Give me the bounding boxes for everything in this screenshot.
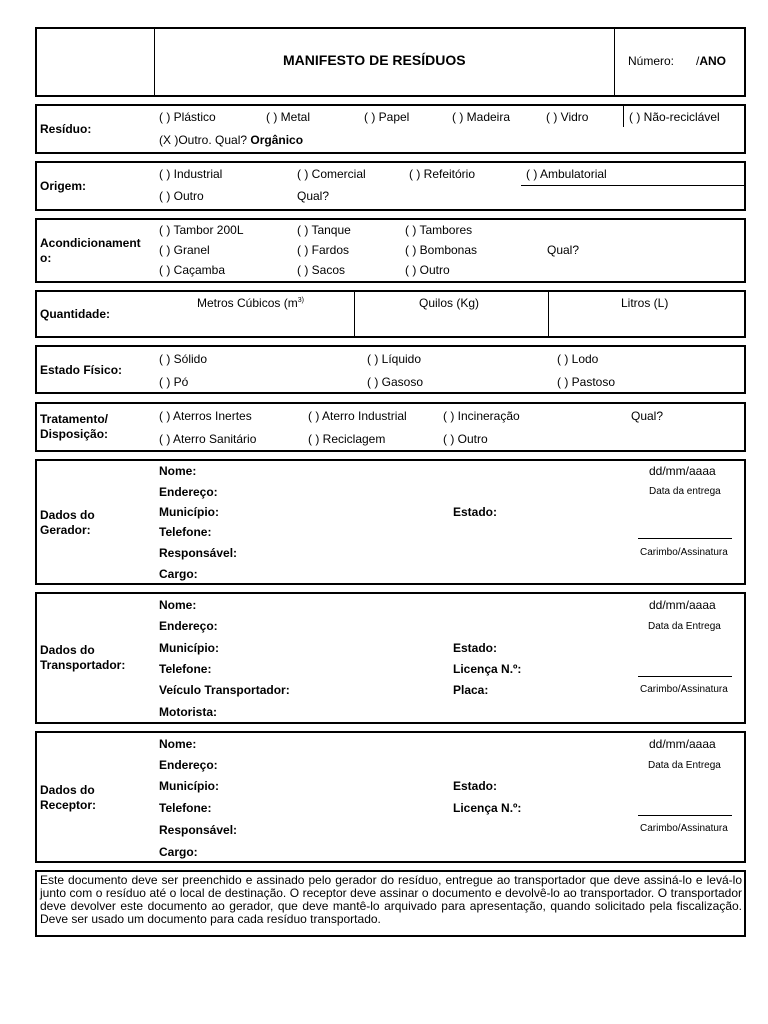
origem-label: Origem: [40, 179, 87, 193]
acond-option-bombonas[interactable]: ( ) Bombonas [405, 243, 478, 257]
gerador-field-municipio[interactable]: Município: [159, 505, 219, 519]
transportador-carimbo: Carimbo/Assinatura [640, 684, 728, 695]
receptor-field-telefone[interactable]: Telefone: [159, 801, 212, 815]
numero-label: Número: [628, 54, 675, 68]
residuo-divider [623, 105, 624, 127]
receptor-date[interactable]: dd/mm/aaaa [649, 737, 716, 751]
receptor-field-cargo[interactable]: Cargo: [159, 845, 198, 859]
receptor-label: Dados do Receptor: [40, 783, 97, 812]
residuo-option-metal[interactable]: ( ) Metal [266, 110, 311, 124]
residuo-label: Resíduo: [40, 122, 92, 136]
tratamento-label: Tratamento/ Disposição: [40, 412, 109, 441]
gerador-carimbo: Carimbo/Assinatura [640, 547, 728, 558]
transportador-data-entrega: Data da Entrega [648, 621, 721, 632]
gerador-field-telefone[interactable]: Telefone: [159, 525, 212, 539]
acond-option-cacamba[interactable]: ( ) Caçamba [159, 263, 226, 277]
gerador-box [35, 459, 746, 585]
gerador-field-cargo[interactable]: Cargo: [159, 567, 198, 581]
tratamento-option-outro[interactable]: ( ) Outro [443, 432, 488, 446]
transportador-field-endereco[interactable]: Endereço: [159, 619, 218, 633]
transportador-label: Dados do Transportador: [40, 643, 126, 672]
tratamento-option-aterro-industrial[interactable]: ( ) Aterro Industrial [308, 409, 407, 423]
gerador-field-responsavel[interactable]: Responsável: [159, 546, 238, 560]
quantidade-divider-2 [548, 291, 549, 337]
residuo-outro-value: Orgânico [250, 133, 304, 147]
estado-option-solido[interactable]: ( ) Sólido [159, 352, 208, 366]
origem-option-refeitorio[interactable]: ( ) Refeitório [409, 167, 476, 181]
tratamento-qual[interactable]: Qual? [631, 409, 664, 423]
transportador-box [35, 592, 746, 724]
origem-option-outro[interactable]: ( ) Outro [159, 189, 204, 203]
origem-option-industrial[interactable]: ( ) Industrial [159, 167, 223, 181]
receptor-field-endereco[interactable]: Endereço: [159, 758, 218, 772]
quantidade-quilos[interactable]: Quilos (Kg) [419, 296, 480, 310]
ano-label: ANO [699, 54, 727, 68]
tratamento-option-aterros-inertes[interactable]: ( ) Aterros Inertes [159, 409, 252, 423]
receptor-signature-line [638, 815, 732, 816]
acondicionamento-label: Acondicionament o: [40, 236, 141, 265]
acond-option-granel[interactable]: ( ) Granel [159, 243, 210, 257]
footer-text: Este documento deve ser preenchido e assinado pelo gerador do resíduo, entregue ao transportador que deve assiná-lo e levá-lo junto com o resíduo até o local de destinação. O receptor deve assinar o documento e devolvê-lo ao transportador. O transportador deve devolver este documento ao gerador, que deve mantê-lo arquivado para apresentação, quando solicitado pela fiscalização. Deve ser usado um documento para cada resíduo transportado. [40, 873, 742, 926]
residuo-option-vidro[interactable]: ( ) Vidro [546, 110, 589, 124]
estado-option-po[interactable]: ( ) Pó [159, 375, 189, 389]
acond-option-tanque[interactable]: ( ) Tanque [297, 223, 351, 237]
gerador-field-nome[interactable]: Nome: [159, 464, 197, 478]
quantidade-label: Quantidade: [40, 307, 111, 321]
gerador-data-entrega: Data da entrega [649, 486, 721, 497]
estado-option-liquido[interactable]: ( ) Líquido [367, 352, 422, 366]
estado-fisico-label: Estado Físico: [40, 363, 123, 377]
transportador-date[interactable]: dd/mm/aaaa [649, 598, 716, 612]
quantidade-divider-1 [354, 291, 355, 337]
gerador-field-endereco[interactable]: Endereço: [159, 485, 218, 499]
transportador-field-veiculo[interactable]: Veículo Transportador: [159, 683, 290, 697]
quantidade-metros[interactable]: Metros Cúbicos ($m^{3)}$ [197, 296, 304, 310]
transportador-signature-line [638, 676, 732, 677]
origem-qual[interactable]: Qual? [297, 189, 330, 203]
receptor-carimbo: Carimbo/Assinatura [640, 823, 728, 834]
estado-option-gasoso[interactable]: ( ) Gasoso [367, 375, 424, 389]
receptor-field-responsavel[interactable]: Responsável: [159, 823, 238, 837]
acond-option-tambor[interactable]: ( ) Tambor 200L [159, 223, 244, 237]
transportador-field-municipio[interactable]: Município: [159, 641, 219, 655]
origem-option-ambulatorial[interactable]: ( ) Ambulatorial [526, 167, 607, 181]
tratamento-option-reciclagem[interactable]: ( ) Reciclagem [308, 432, 386, 446]
gerador-signature-line [638, 538, 732, 539]
page-title: MANIFESTO DE RESÍDUOS [283, 52, 466, 68]
gerador-date[interactable]: dd/mm/aaaa [649, 464, 716, 478]
acond-option-tambores[interactable]: ( ) Tambores [405, 223, 473, 237]
residuo-option-outro[interactable]: (X )Outro. Qual? Orgânico [159, 133, 304, 147]
estado-option-lodo[interactable]: ( ) Lodo [557, 352, 599, 366]
residuo-option-madeira[interactable]: ( ) Madeira [452, 110, 511, 124]
residuo-option-papel[interactable]: ( ) Papel [364, 110, 410, 124]
acond-option-sacos[interactable]: ( ) Sacos [297, 263, 346, 277]
receptor-field-licenca[interactable]: Licença N.º: [453, 801, 522, 815]
acond-option-outro[interactable]: ( ) Outro [405, 263, 450, 277]
acond-option-fardos[interactable]: ( ) Fardos [297, 243, 350, 257]
receptor-box [35, 731, 746, 863]
receptor-field-municipio[interactable]: Município: [159, 779, 219, 793]
residuo-option-plastico[interactable]: ( ) Plástico [159, 110, 216, 124]
tratamento-option-incineracao[interactable]: ( ) Incineração [443, 409, 520, 423]
header-divider-left [154, 28, 155, 96]
transportador-field-licenca[interactable]: Licença N.º: [453, 662, 522, 676]
receptor-field-estado[interactable]: Estado: [453, 779, 498, 793]
transportador-field-nome[interactable]: Nome: [159, 598, 197, 612]
receptor-data-entrega: Data da Entrega [648, 760, 721, 771]
gerador-field-estado[interactable]: Estado: [453, 505, 498, 519]
acondicionamento-box [35, 218, 746, 283]
acond-qual[interactable]: Qual? [547, 243, 580, 257]
transportador-field-placa[interactable]: Placa: [453, 683, 489, 697]
origem-underline [521, 185, 745, 186]
origem-box [35, 161, 746, 211]
transportador-field-telefone[interactable]: Telefone: [159, 662, 212, 676]
gerador-label: Dados do Gerador: [40, 508, 95, 537]
transportador-field-motorista[interactable]: Motorista: [159, 705, 217, 719]
numero-value[interactable]: /ANO [696, 54, 727, 68]
receptor-field-nome[interactable]: Nome: [159, 737, 197, 751]
quantidade-litros[interactable]: Litros (L) [621, 296, 669, 310]
origem-option-comercial[interactable]: ( ) Comercial [297, 167, 366, 181]
tratamento-option-aterro-sanitario[interactable]: ( ) Aterro Sanitário [159, 432, 257, 446]
header-divider-right [614, 28, 615, 96]
estado-option-pastoso[interactable]: ( ) Pastoso [557, 375, 616, 389]
transportador-field-estado[interactable]: Estado: [453, 641, 498, 655]
residuo-option-nao-reciclavel[interactable]: ( ) Não-reciclável [629, 110, 720, 124]
